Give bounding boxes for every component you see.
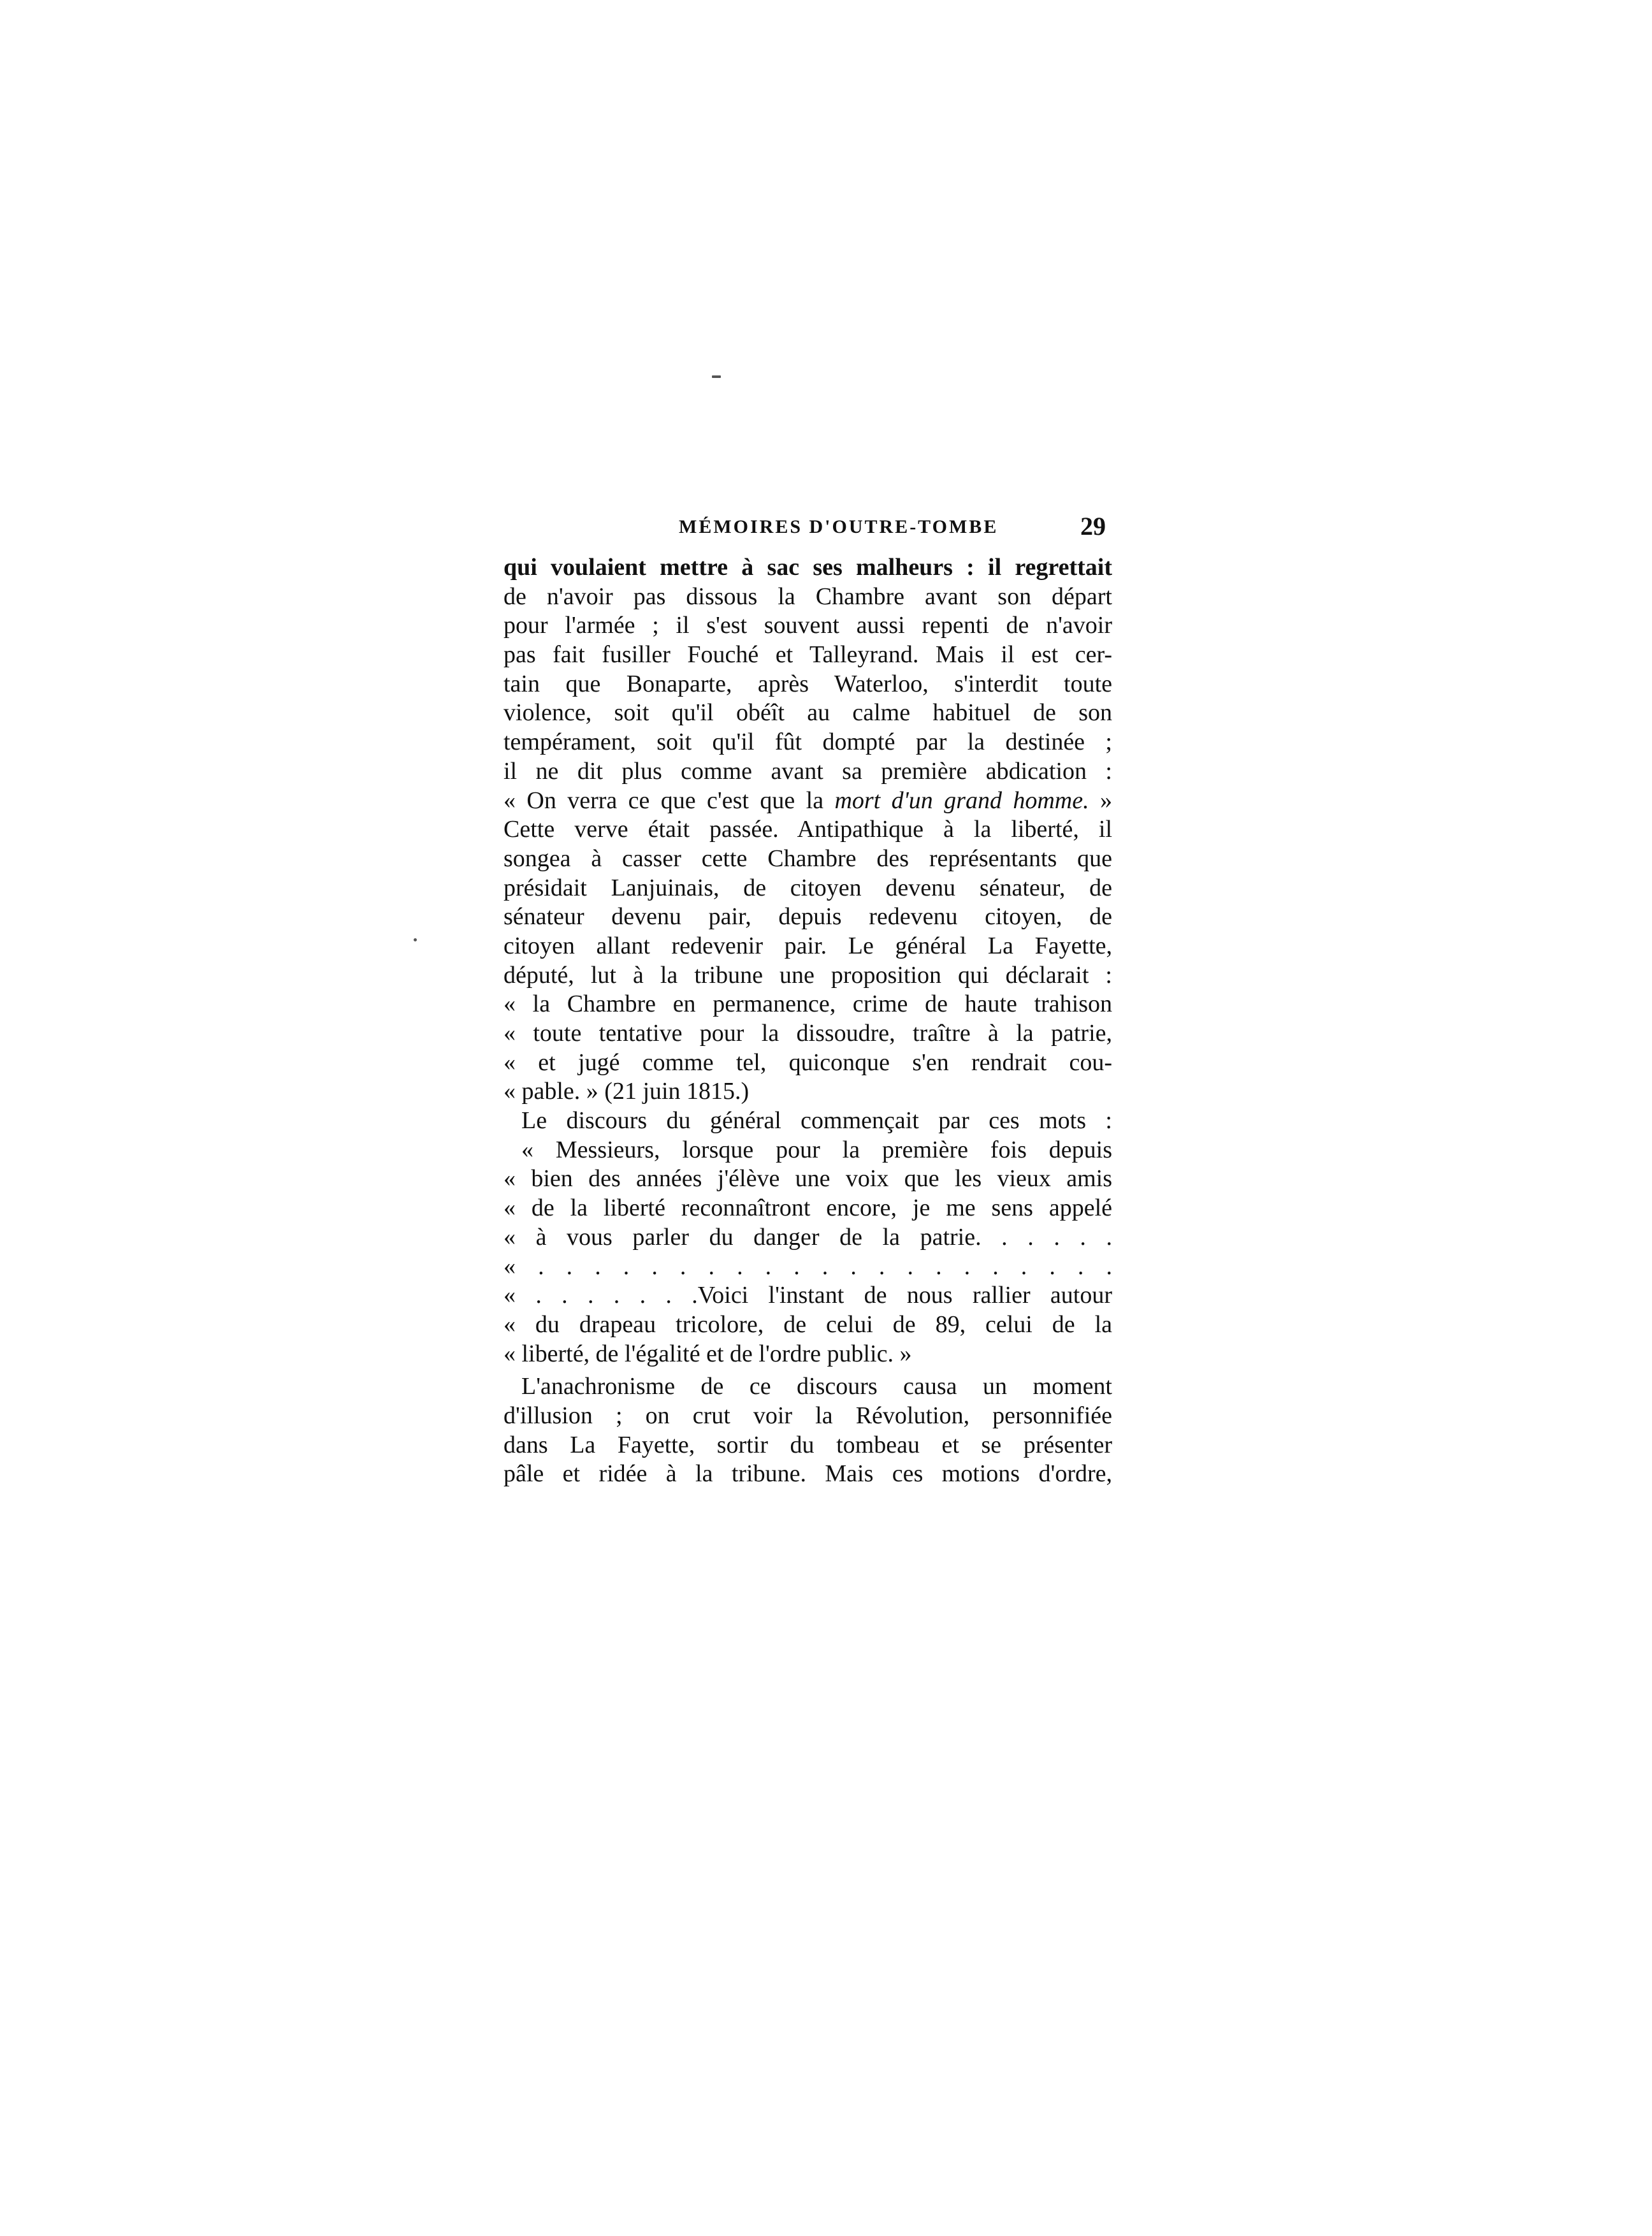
text-line: il ne dit plus comme avant sa première abdication : <box>504 757 1112 785</box>
text-line: de n'avoir pas dissous la Chambre avant son départ <box>504 583 1112 610</box>
text-line-with-italic <box>504 787 1112 816</box>
text-line: « liberté, de l'égalité et de l'ordre public. » <box>504 1340 912 1367</box>
text-line: « de la liberté reconnaîtront encore, je me sens appelé <box>504 1194 1112 1222</box>
text-line: songea à casser cette Chambre des représentants que <box>504 845 1112 872</box>
text-line: présidait Lanjuinais, de citoyen devenu sénateur, de <box>504 874 1112 901</box>
running-title: MÉMOIRES D'OUTRE-TOMBE <box>679 516 999 537</box>
italic-phrase: mort d'un grand homme. <box>834 787 1089 814</box>
text-line: pour l'armée ; il s'est souvent aussi repenti de n'avoir <box>504 612 1112 639</box>
text-line: « . . . . . . . . . . . . . . . . . . . . . <box>504 1252 1112 1280</box>
text-line: député, lut à la tribune une proposition qui déclarait : <box>504 961 1112 989</box>
text-line: « du drapeau tricolore, de celui de 89, celui de la <box>504 1310 1112 1338</box>
ink-speck <box>414 938 417 941</box>
text-line: pâle et ridée à la tribune. Mais ces motions d'ordre, <box>504 1460 1112 1488</box>
text-line: citoyen allant redevenir pair. Le général La Fayette, <box>504 932 1112 959</box>
text-line: sénateur devenu pair, depuis redevenu citoyen, de <box>504 903 1112 931</box>
text-line: d'illusion ; on crut voir la Révolution, personnifiée <box>504 1402 1112 1429</box>
text-line: « à vous parler du danger de la patrie. . . . . . <box>504 1223 1112 1251</box>
body-text <box>504 553 1112 1489</box>
text-line: « toute tentative pour la dissoudre, traître à la patrie, <box>504 1020 1112 1047</box>
text-line: Le discours du général commençait par ces mots : <box>521 1107 1112 1135</box>
text-line: « Messieurs, lorsque pour la première fois depuis <box>521 1136 1112 1163</box>
text-line: pas fait fusiller Fouché et Talleyrand. Mais il est cer- <box>504 641 1112 669</box>
page-header <box>679 511 1106 549</box>
text-line: tain que Bonaparte, après Waterloo, s'interdit toute <box>504 670 1112 697</box>
quote-open-text: « On verra ce que c'est que la <box>504 787 835 814</box>
text-line: « bien des années j'élève une voix que les vieux amis <box>504 1165 1112 1193</box>
ink-speck <box>712 375 721 378</box>
text-line: « . . . . . . .Voici l'instant de nous rallier autour <box>504 1282 1112 1309</box>
page-number: 29 <box>1080 512 1106 541</box>
text-line: dans La Fayette, sortir du tombeau et se présenter <box>504 1431 1112 1458</box>
text-line: qui voulaient mettre à sac ses malheurs : il regrettait <box>504 554 1112 581</box>
text-line: L'anachronisme de ce discours causa un moment <box>521 1373 1112 1400</box>
text-line: violence, soit qu'il obéît au calme habituel de son <box>504 699 1112 727</box>
text-line: « et jugé comme tel, quiconque s'en rendrait cou- <box>504 1049 1112 1076</box>
text-line: tempérament, soit qu'il fût dompté par la destinée ; <box>504 729 1112 756</box>
quote-close-text: » <box>1089 787 1112 814</box>
text-line: « pable. » (21 juin 1815.) <box>504 1078 750 1105</box>
text-line: Cette verve était passée. Antipathique à la liberté, il <box>504 816 1112 843</box>
text-line: « la Chambre en permanence, crime de haute trahison <box>504 991 1112 1018</box>
